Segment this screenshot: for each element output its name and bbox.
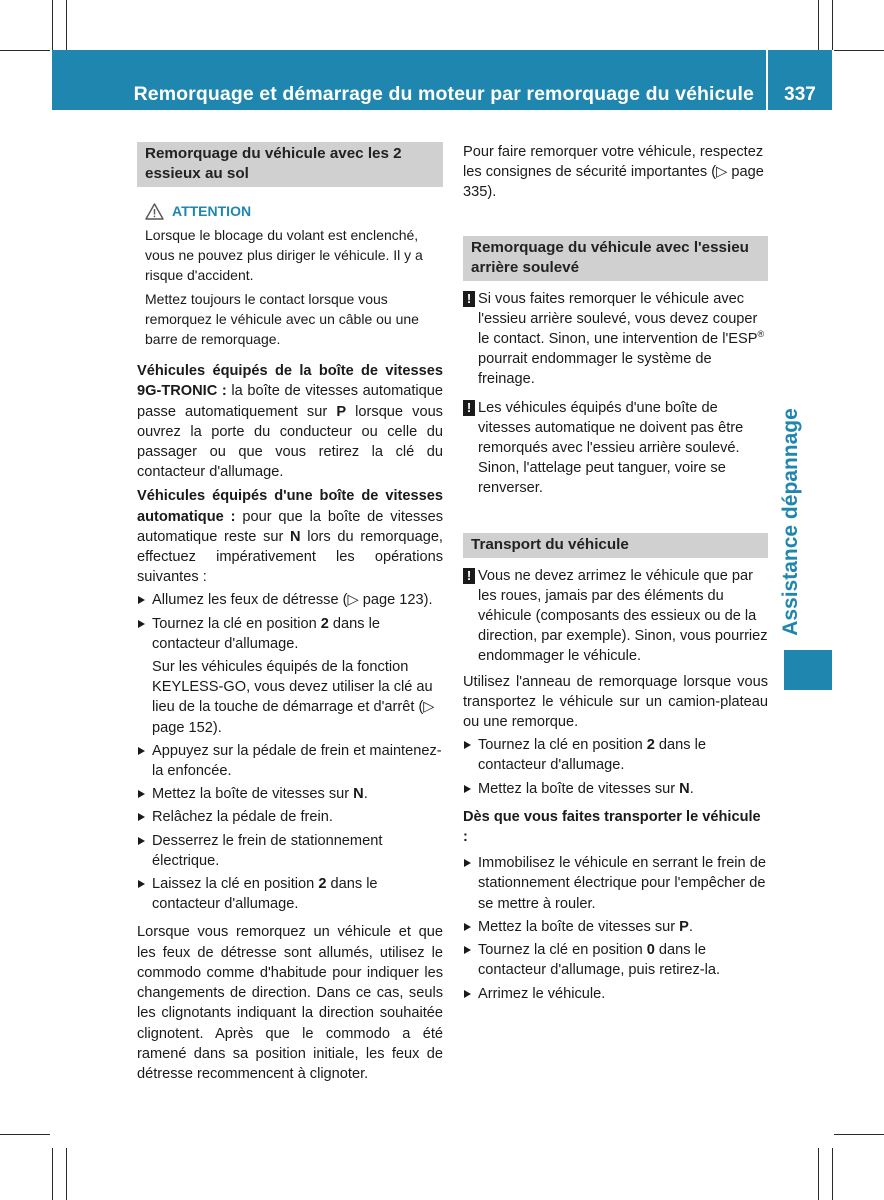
arrow-right-icon: [138, 813, 145, 821]
section-title-rear-axle: Remorquage du véhicule avec l'essieu arrière soulevé: [463, 236, 768, 281]
crop-mark: [818, 0, 819, 50]
step-text: .: [689, 780, 694, 797]
page-header-title: Remorquage et démarrage du moteur par remorquage du véhicule: [133, 83, 754, 105]
text-run: lorsque vous ouvrez la porte du conducteur ou celle du passager ou que vous retirez la clé du contacteur d'allumage.: [137, 403, 443, 481]
step-text: dans le contacteur d'allumage.: [152, 615, 380, 652]
instruction-step: [463, 779, 768, 799]
exclamation-icon: !: [463, 400, 475, 416]
note-item: [463, 289, 768, 390]
instruction-step: [463, 940, 768, 980]
instruction-step: [137, 614, 443, 654]
warning-box: [137, 201, 443, 349]
crop-mark: [0, 50, 50, 51]
note-item: [463, 398, 768, 499]
chapter-side-tab-label: Assistance dépannage: [779, 408, 802, 636]
crop-mark: [52, 0, 53, 50]
page-number-box: [768, 50, 832, 110]
note-text: Vous ne devez arrimez le véhicule que par les roues, jamais par des éléments du véhicule (composants des essieux ou de la direction, par exemple). Sinon, vous pourriez endommager le véhicule.: [478, 567, 768, 665]
note-text: pourrait endommager le système de freinage.: [478, 351, 712, 388]
warning-paragraph: Mettez toujours le contact lorsque vous remorquez le véhicule avec un câble ou une barre de remorquage.: [145, 289, 443, 349]
step-text: Tournez la clé en position: [478, 942, 647, 959]
instruction-step: [137, 590, 443, 610]
instruction-step: [137, 741, 443, 781]
step-note: Sur les véhicules équipés de la fonction KEYLESS-GO, vous devez utiliser la clé au lieu de la touche de démarrage et d'arrêt (▷ page 152).: [152, 659, 435, 736]
arrow-right-icon: [138, 790, 145, 798]
crop-mark: [834, 1134, 884, 1135]
gear-position: N: [679, 780, 690, 797]
key-position: 2: [318, 876, 327, 893]
instruction-step: [137, 784, 443, 804]
instruction-step: [137, 807, 443, 827]
subheading-transport: Dès que vous faites transporter le véhicule :: [463, 808, 761, 846]
chapter-marker-block: [784, 650, 832, 690]
crop-mark: [66, 0, 67, 50]
section-title-two-axles: Remorquage du véhicule avec les 2 essieux au sol: [137, 142, 443, 187]
registered-mark: ®: [757, 329, 765, 340]
arrow-right-icon: [464, 923, 471, 931]
note-item: [463, 566, 768, 667]
step-text: dans le contacteur d'allumage, puis retirez-la.: [478, 942, 721, 979]
note-text: Les véhicules équipés d'une boîte de vitesses automatique ne doivent pas être remorqués avec l'essieu arrière soulevé. Sinon, l'attelage peut tanguer, voire se renverser.: [478, 399, 744, 497]
step-text: dans le contacteur d'allumage.: [152, 876, 378, 913]
arrow-right-icon: [464, 946, 471, 954]
paragraph-9g-tronic: [137, 361, 443, 482]
step-text: Immobilisez le véhicule en serrant le frein de stationnement électrique pour l'empêcher de se mettre à rouler.: [478, 855, 766, 912]
gear-position: N: [290, 528, 301, 545]
step-text: Allumez les feux de détresse (▷ page 123).: [152, 592, 433, 609]
arrow-right-icon: [138, 880, 145, 888]
crop-mark: [0, 1134, 50, 1135]
warning-title: [145, 201, 443, 221]
gear-position: N: [353, 786, 364, 803]
instruction-step: [463, 853, 768, 914]
step-text: Desserrez le frein de stationnement électrique.: [152, 832, 383, 869]
text-run: la boîte de vitesses automatique passe automatiquement sur: [137, 383, 443, 420]
crop-mark: [818, 1148, 819, 1200]
step-text: .: [688, 918, 693, 935]
exclamation-icon: !: [463, 568, 475, 584]
right-column: [463, 142, 768, 1004]
exclamation-icon: !: [463, 291, 475, 307]
warning-paragraph: Lorsque le blocage du volant est enclenché, vous ne pouvez plus diriger le véhicule. Il y a risque d'accident.: [145, 225, 443, 285]
step-text: dans le contacteur d'allumage.: [478, 737, 706, 774]
crop-mark: [66, 1148, 67, 1200]
paragraph-towing-eye: Utilisez l'anneau de remorquage lorsque vous transportez le véhicule sur un camion-plateau ou une remorque.: [463, 673, 768, 731]
crop-mark: [52, 1148, 53, 1200]
paragraph-automatic: [137, 486, 443, 587]
header-bar: [52, 50, 766, 110]
arrow-right-icon: [138, 747, 145, 755]
left-column: [137, 142, 443, 1084]
step-text: Relâchez la pédale de frein.: [152, 809, 333, 826]
step-text: Mettez la boîte de vitesses sur: [478, 780, 680, 797]
instruction-step: [463, 917, 768, 937]
text-run: pour que la boîte de vitesses automatique reste sur: [137, 508, 443, 545]
page-number: 337: [784, 84, 816, 105]
arrow-right-icon: [464, 859, 471, 867]
step-text: Tournez la clé en position: [152, 615, 321, 632]
warning-label: ATTENTION: [172, 203, 252, 219]
instruction-step: [137, 831, 443, 871]
chapter-side-tab: [776, 400, 806, 645]
instruction-step: [463, 984, 768, 1004]
step-text: Laissez la clé en position: [152, 876, 319, 893]
step-text: Mettez la boîte de vitesses sur: [478, 918, 680, 935]
paragraph-lead: Véhicules équipés d'une boîte de vitesses automatique :: [137, 488, 443, 525]
instruction-step: [463, 735, 768, 775]
gear-position: P: [679, 918, 689, 935]
step-text: .: [363, 786, 368, 803]
arrow-right-icon: [138, 837, 145, 845]
note-text: Si vous faites remorquer le véhicule avec l'essieu arrière soulevé, vous devez couper le contact. Sinon, une intervention de l'ESP: [478, 290, 758, 348]
paragraph-lead: Véhicules équipés de la boîte de vitesses 9G-TRONIC :: [137, 363, 443, 400]
intro-paragraph: Pour faire remorquer votre véhicule, respectez les consignes de sécurité importantes (▷ page 335).: [463, 144, 764, 201]
warning-triangle-icon: [145, 203, 164, 220]
key-position: 2: [320, 615, 329, 632]
text-run: lors du remorquage, effectuez impérativement les opérations suivantes :: [137, 528, 443, 586]
section-title-transport: Transport du véhicule: [463, 533, 768, 558]
step-text: Mettez la boîte de vitesses sur: [152, 786, 354, 803]
gear-position: P: [336, 403, 347, 420]
step-text: Appuyez sur la pédale de frein et maintenez-la enfoncée.: [152, 742, 442, 780]
warning-body: [145, 225, 443, 349]
key-position: 2: [646, 737, 655, 754]
arrow-right-icon: [138, 596, 145, 604]
arrow-right-icon: [464, 741, 471, 749]
crop-mark: [832, 0, 833, 50]
arrow-right-icon: [464, 990, 471, 998]
arrow-right-icon: [464, 785, 471, 793]
arrow-right-icon: [138, 620, 145, 628]
crop-mark: [834, 50, 884, 51]
instruction-step: [137, 874, 443, 914]
step-text: Tournez la clé en position: [478, 737, 647, 754]
crop-mark: [832, 1148, 833, 1200]
closing-paragraph: Lorsque vous remorquez un véhicule et que les feux de détresse sont allumés, utilisez le commodo comme d'habitude pour indiquer les changements de direction. Dans ce cas, seuls les clignotants indiquant la direction souhaitée clignotent. Après que le commodo a été ramené dans sa position initiale, les feux de détresse recommencent à clignoter.: [137, 924, 443, 1082]
step-text: Arrimez le véhicule.: [478, 985, 606, 1002]
key-position: 0: [646, 942, 655, 959]
